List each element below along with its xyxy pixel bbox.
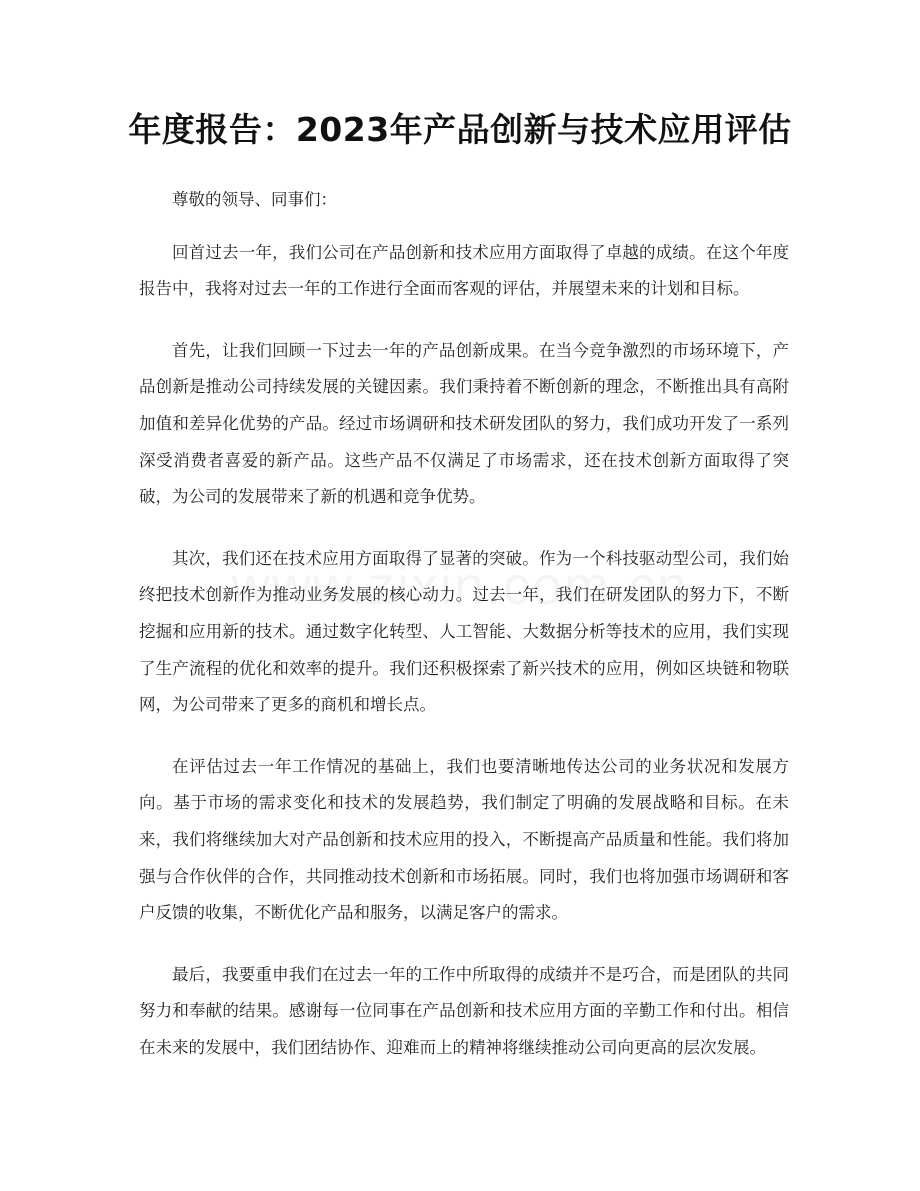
document-title: 年度报告：2023年产品创新与技术应用评估 bbox=[128, 110, 792, 149]
salutation: 尊敬的领导、同事们： bbox=[172, 190, 337, 209]
document-body bbox=[139, 182, 789, 1091]
paragraph-strategy: 在评估过去一年工作情况的基础上，我们也要清晰地传达公司的业务状况和发展方向。基于市场的需求变化和技术的发展趋势，我们制定了明确的发展战略和目标。在未来，我们将继续加大对产品创新和技术应用的投入，不断提高产品质量和性能。我们将加强与合作伙伴的合作，共同推动技术创新和市场拓展。同时，我们也将加强市场调研和客户反馈的收集，不断优化产品和服务，以满足客户的需求。 bbox=[139, 756, 789, 923]
paragraph-intro: 回首过去一年，我们公司在产品创新和技术应用方面取得了卓越的成绩。在这个年度报告中，我将对过去一年的工作进行全面而客观的评估，并展望未来的计划和目标。 bbox=[139, 242, 789, 299]
paragraph-product-innovation: 首先，让我们回顾一下过去一年的产品创新成果。在当今竞争激烈的市场环境下，产品创新是推动公司持续发展的关键因素。我们秉持着不断创新的理念，不断推出具有高附加值和差异化优势的产品。经过市场调研和技术研发团队的努力，我们成功开发了一系列深受消费者喜爱的新产品。这些产品不仅满足了市场需求，还在技术创新方面取得了突破，为公司的发展带来了新的机遇和竞争优势。 bbox=[139, 340, 789, 507]
paragraph-conclusion: 最后，我要重申我们在过去一年的工作中所取得的成绩并不是巧合，而是团队的共同努力和奉献的结果。感谢每一位同事在产品创新和技术应用方面的辛勤工作和付出。相信在未来的发展中，我们团结协作、迎难而上的精神将继续推动公司向更高的层次发展。 bbox=[139, 964, 789, 1057]
paragraph-technology-application: 其次，我们还在技术应用方面取得了显著的突破。作为一个科技驱动型公司，我们始终把技术创新作为推动业务发展的核心动力。过去一年，我们在研发团队的努力下，不断挖掘和应用新的技术。通过数字化转型、人工智能、大数据分析等技术的应用，我们实现了生产流程的优化和效率的提升。我们还积极探索了新兴技术的应用，例如区块链和物联网，为公司带来了更多的商机和增长点。 bbox=[139, 548, 789, 715]
